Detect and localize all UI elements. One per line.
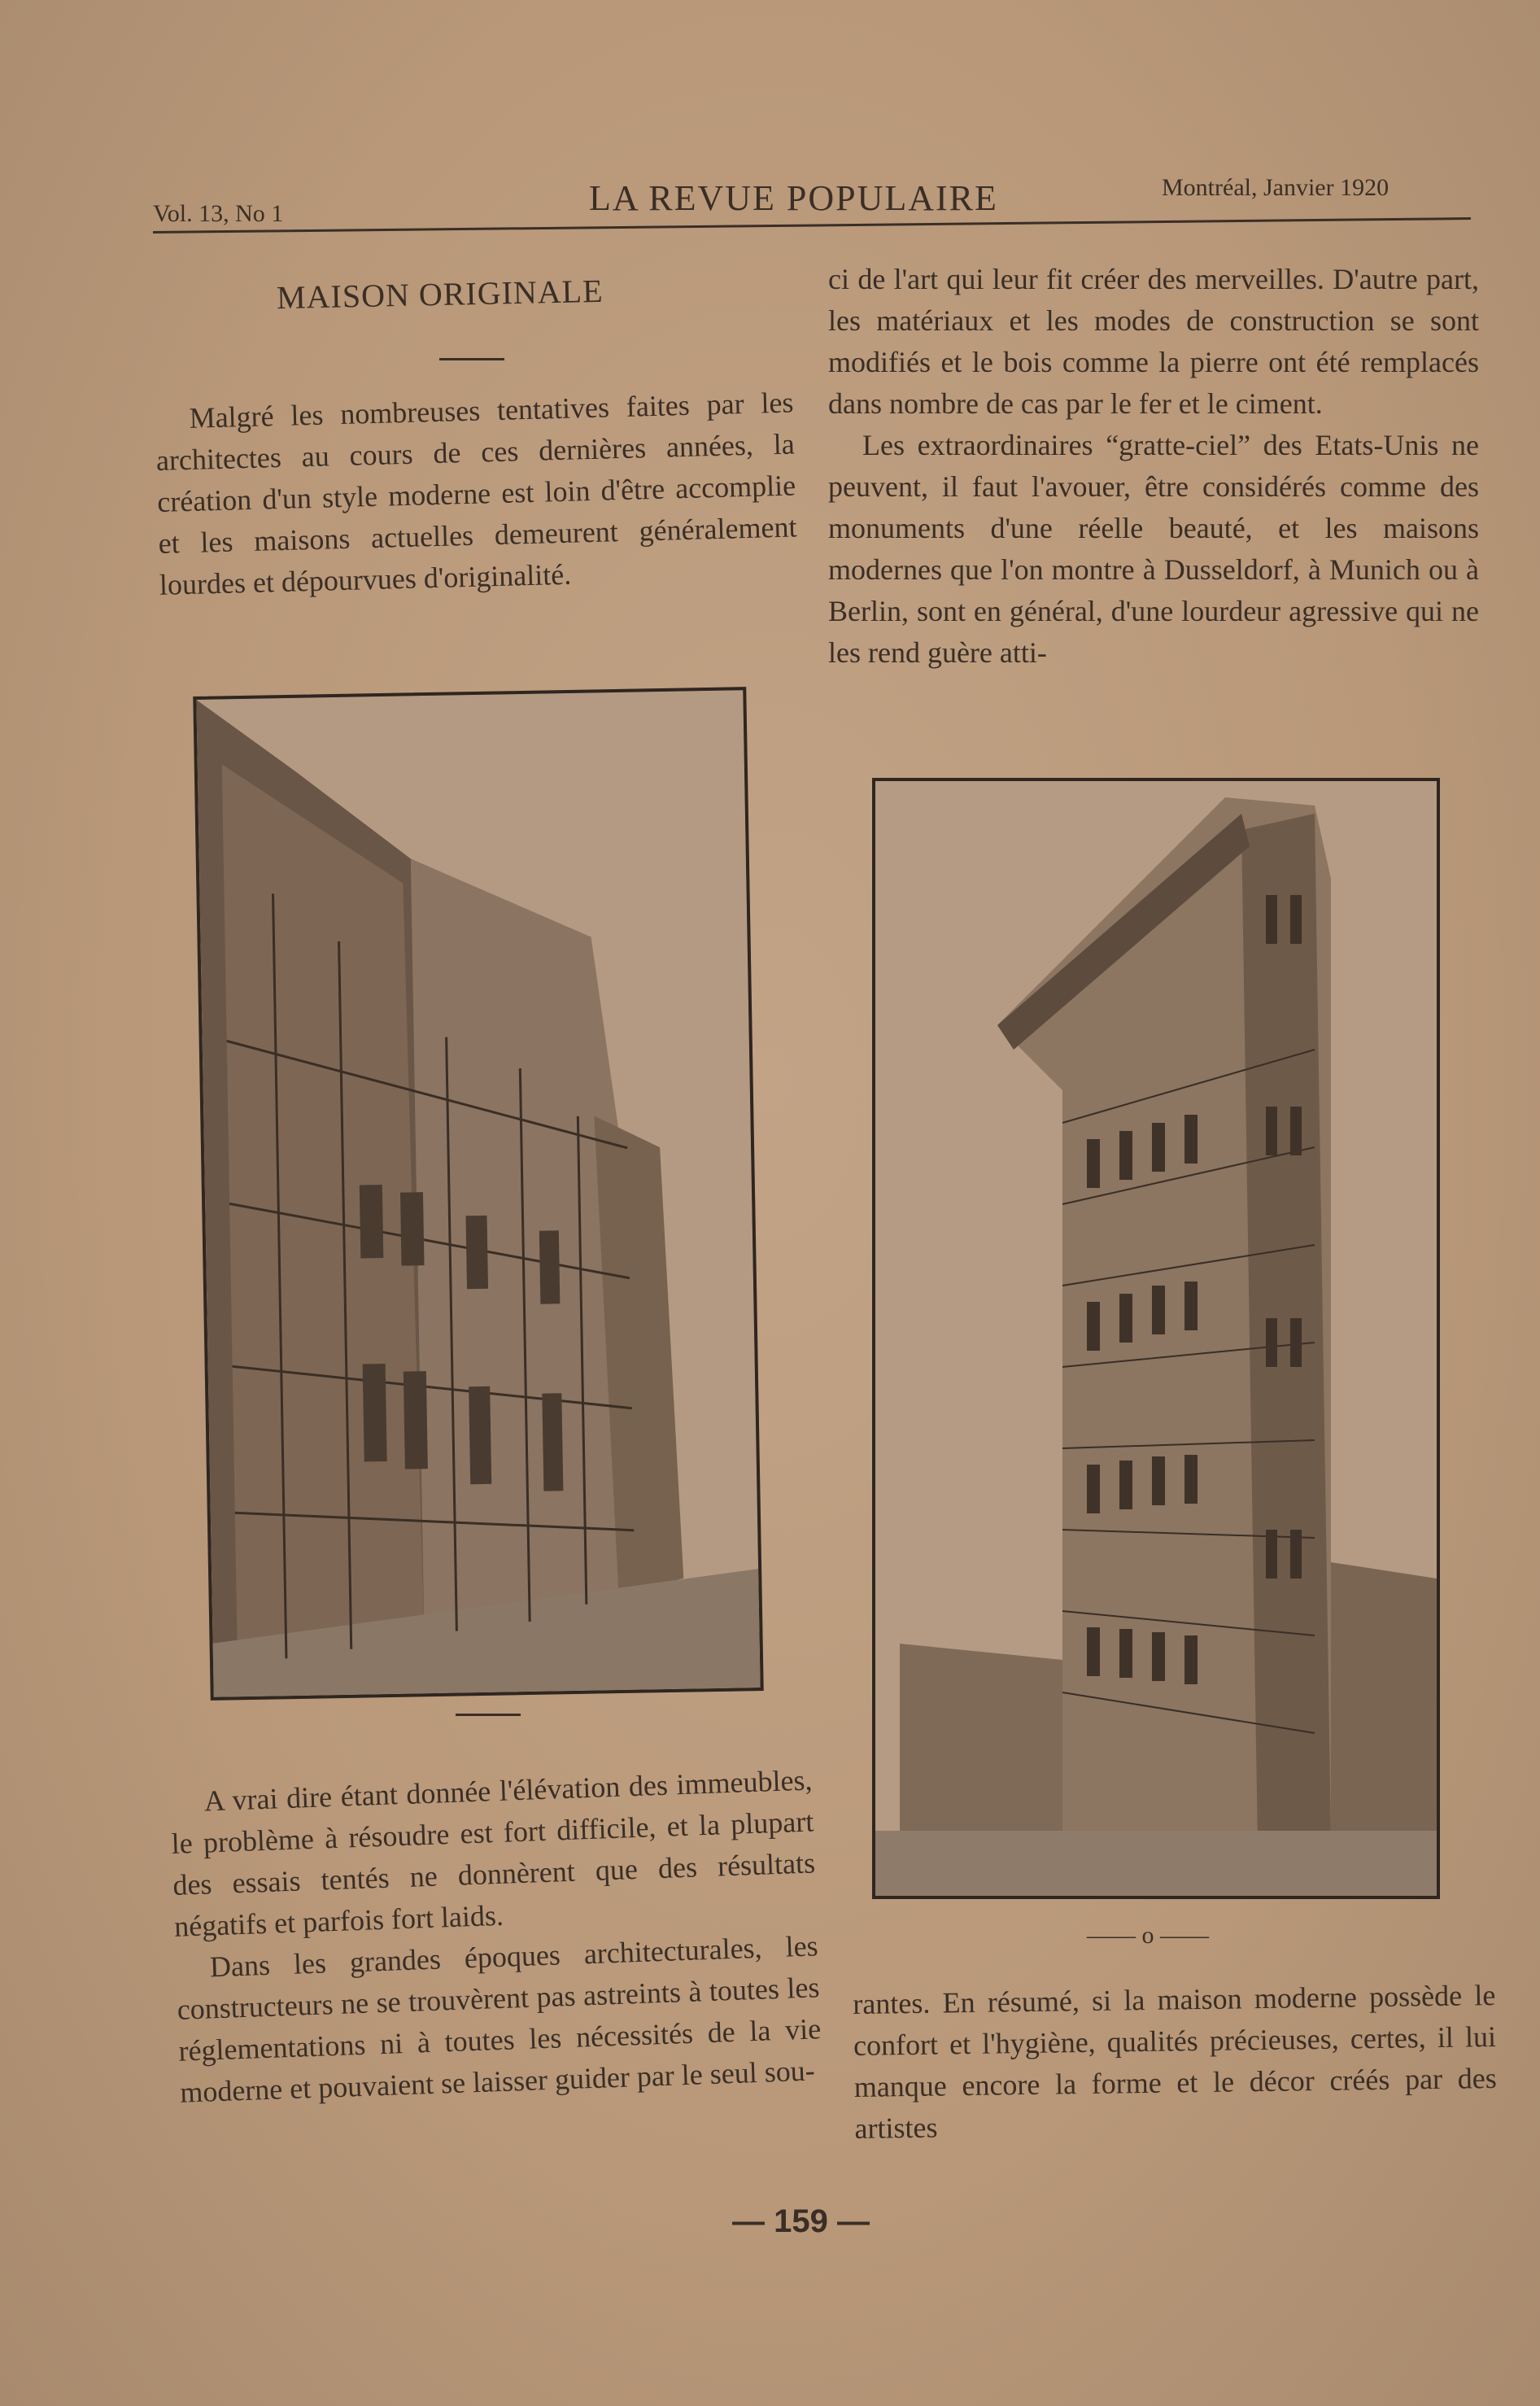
header-volume: Vol. 13, No 1 xyxy=(153,200,284,227)
article-title: MAISON ORIGINALE xyxy=(276,272,604,317)
figure-right-caption: —— o —— xyxy=(1087,1922,1209,1949)
title-divider xyxy=(439,358,504,360)
right-column-bottom xyxy=(853,1975,1498,2150)
right-column-top xyxy=(828,259,1479,674)
paragraph: ci de l'art qui leur fit créer des merveilles. D'autre part, les matériaux et les modes de construction se sont modifiés et le bois comme la pierre ont été remplacés dans nombre de cas par le fer et le ciment. xyxy=(828,263,1479,420)
figure-left-divider xyxy=(456,1714,521,1716)
paragraph: Malgré les nombreuses tentatives faites par les architectes au cours de ces dernières années, la création d'un style moderne est loin d'être accomplie et les maisons actuelles demeurent généralement lourdes et dépourvues d'originalité. xyxy=(155,386,797,601)
paragraph: Dans les grandes époques architecturales, les constructeurs ne se trouvèrent pas astreints à toutes les réglementations ni à toutes les nécessités de la vie moderne et pouvaient se laisser guider par le seul sou- xyxy=(177,1929,822,2109)
figure-skyscraper xyxy=(872,778,1440,1899)
header-rule xyxy=(153,217,1471,234)
left-column-top xyxy=(155,382,798,605)
paragraph: Les extraordinaires “gratte-ciel” des Etats-Unis ne peuvent, il faut l'avouer, être considérés comme des monuments d'une réelle beauté, et les maisons modernes que l'on montre à Dusseldorf, à Munich ou à Berlin, sont en général, d'une lourdeur agressive qui ne les rend guère atti- xyxy=(828,429,1479,669)
page-number: — 159 — xyxy=(732,2203,870,2239)
header-journal-title: LA REVUE POPULAIRE xyxy=(589,178,998,218)
figure-building-street xyxy=(193,687,763,1701)
header-place-date: Montréal, Janvier 1920 xyxy=(1162,174,1389,201)
paragraph: A vrai dire étant donnée l'élévation des immeubles, le problème à résoudre est fort difficile, et la plupart des essais tentés ne donnèrent que des résultats négatifs et parfois fort laids. xyxy=(170,1763,816,1943)
paragraph: rantes. En résumé, si la maison moderne possède le confort et l'hygiène, qualités précieuses, certes, il lui manque encore la forme et le décor créés par des artistes xyxy=(853,1978,1497,2145)
left-column-bottom xyxy=(169,1759,823,2113)
